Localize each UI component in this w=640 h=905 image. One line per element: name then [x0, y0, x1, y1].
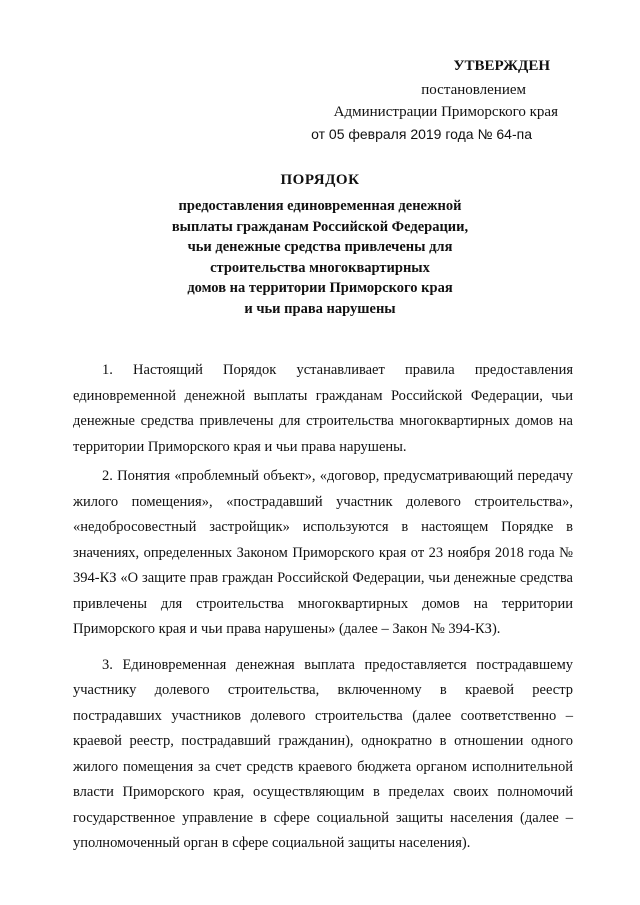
subtitle-line: строительства многоквартирных	[210, 259, 430, 276]
approval-date-number: от 05 февраля 2019 года № 64-па	[311, 126, 532, 142]
paragraph-3: 3. Единовременная денежная выплата предоставляется пострадавшему участнику долевого строительства, включенному в краевой реестр пострадавших участников долевого строительства (далее соответственно – краевой реестр, пострадавший гражданин), однократно в отношении одного жилого помещения за счет средств краевого бюджета органом исполнительной власти Приморского края, осуществляющим в пределах своих полномочий государственное управление в сфере социальной защиты населения (далее – уполномоченный орган в сфере социальной защиты населения).	[73, 656, 573, 851]
subtitle-line: и чьи права нарушены	[244, 300, 396, 317]
subtitle-line: домов на территории Приморского края	[187, 280, 453, 296]
subtitle-line: выплаты гражданам Российской Федерации,	[171, 218, 469, 235]
subtitle-line: предоставления единовременная денежной	[178, 198, 462, 214]
document-subtitle	[0, 196, 640, 319]
subtitle-line: чьи денежные средства привлечены для	[187, 239, 453, 255]
approval-heading: УТВЕРЖДЕН	[453, 58, 550, 74]
approval-line-2: Администрации Приморского края	[333, 104, 558, 120]
approval-line-1: постановлением	[421, 82, 526, 98]
document-title: ПОРЯДОК	[280, 172, 360, 188]
document-body	[73, 358, 573, 857]
paragraph-1: 1. Настоящий Порядок устанавливает правила предоставления единовременной денежной выплаты гражданам Российской Федерации, чьи денежные средства привлечены для строительства многоквартирных домов на территории Приморского края и чьи права нарушены.	[73, 362, 573, 455]
paragraph-2: 2. Понятия «проблемный объект», «договор, предусматривающий передачу жилого помещения», «пострадавший участник долевого строительства», «недобросовестный застройщик» используются в настоящем Порядке в значениях, определенных Законом Приморского края от 23 ноября 2018 года № 394-КЗ «О защите прав граждан Российской Федерации, чьи денежные средства привлечены для строительства многоквартирных домов на территории Приморского края и чьи права нарушены» (далее – Закон № 394-КЗ).	[73, 468, 573, 637]
